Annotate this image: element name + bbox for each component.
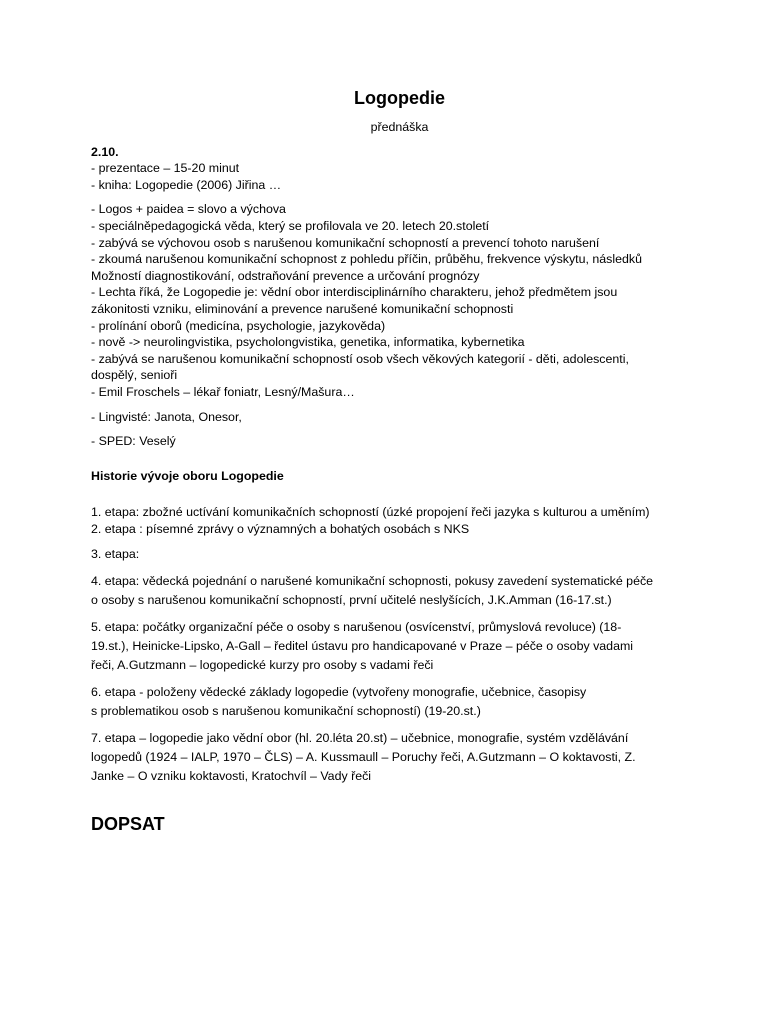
history-line: 4. etapa: vědecká pojednání o narušené komunikační schopnosti, pokusy zavedení systematické péče bbox=[91, 574, 654, 589]
history-stage-5 bbox=[91, 618, 708, 675]
history-line: 3. etapa: bbox=[91, 547, 140, 562]
history-stage-4 bbox=[91, 572, 708, 610]
bullet-line: - Emil Froschels – lékař foniatr, Lesný/Mašura… bbox=[91, 384, 355, 399]
bullet-line: - zkoumá narušenou komunikační schopnost z pohledu příčin, průběhu, frekvence výskytu, následků bbox=[91, 252, 643, 267]
intro-line: - kniha: Logopedie (2006) Jiřina … bbox=[91, 177, 282, 192]
intro-line: - prezentace – 15-20 minut bbox=[91, 161, 240, 176]
linguists-line: - Lingvisté: Janota, Onesor, bbox=[91, 409, 242, 424]
bullet-line: - Logos + paidea = slovo a výchova bbox=[91, 202, 286, 217]
sped-line: - SPED: Veselý bbox=[91, 434, 176, 449]
bullet-line: - zabývá se narušenou komunikační schopností osob všech věkových kategorií - děti, adolescenti, bbox=[91, 351, 629, 366]
history-stage-7 bbox=[91, 729, 708, 786]
history-line: s problematikou osob s narušenou komunikační schopností) (19-20.st.) bbox=[91, 704, 481, 719]
history-stage-3 bbox=[91, 545, 708, 564]
bullet-line: - nově -> neurolingvistika, psycholongvistika, genetika, informatika, kybernetika bbox=[91, 335, 525, 350]
history-line: 1. etapa: zbožné uctívání komunikačních schopností (úzké propojení řeči jazyka s kulturou a uměním) bbox=[91, 505, 650, 520]
definition-list bbox=[91, 201, 708, 400]
history-line: Janke – O vzniku koktavosti, Kratochvíl – Vady řeči bbox=[91, 769, 372, 784]
bullet-line: - zabývá se výchovou osob s narušenou komunikační schopností a prevencí tohoto narušení bbox=[91, 235, 600, 250]
history-line: 6. etapa - položeny vědecké základy logopedie (vytvořeny monografie, učebnice, časopisy bbox=[91, 685, 587, 700]
todo-heading: DOPSAT bbox=[91, 814, 165, 835]
bullet-line: - speciálněpedagogická věda, který se profilovala ve 20. letech 20.století bbox=[91, 218, 490, 233]
history-line: řeči, A.Gutzmann – logopedické kurzy pro osoby s vadami řeči bbox=[91, 658, 434, 673]
history-heading: Historie vývoje oboru Logopedie bbox=[91, 468, 284, 483]
intro-block bbox=[91, 144, 708, 194]
bullet-line: - prolínání oborů (medicína, psychologie, jazykověda) bbox=[91, 318, 386, 333]
history-line: logopedů (1924 – IALP, 1970 – ČLS) – A. Kussmaull – Poruchy řeči, A.Gutzmann – O koktavosti, Z. bbox=[91, 750, 636, 765]
history-line: 5. etapa: počátky organizační péče o osoby s narušenou (osvícenství, průmyslová revoluce) (18- bbox=[91, 620, 622, 635]
bullet-line: Možností diagnostikování, odstraňování prevence a určování prognózy bbox=[91, 268, 480, 283]
history-stage-6 bbox=[91, 683, 708, 721]
history-line: 7. etapa – logopedie jako vědní obor (hl. 20.léta 20.st) – učebnice, monografie, systém vzdělávání bbox=[91, 731, 629, 746]
bullet-line: dospělý, senioři bbox=[91, 368, 178, 383]
lecture-date: 2.10. bbox=[91, 144, 119, 159]
history-line: 19.st.), Heinicke-Lipsko, A-Gall – ředitel ústavu pro handicapované v Praze – péče o osoby vadami bbox=[91, 639, 634, 654]
history-line: 2. etapa : písemné zprávy o významných a bohatých osobách s NKS bbox=[91, 521, 470, 536]
bullet-line: zákonitosti vzniku, eliminování a prevence narušené komunikační schopnosti bbox=[91, 301, 514, 316]
bullet-line: - Lechta říká, že Logopedie je: vědní obor interdisciplinárního charakteru, jehož předmětem jsou bbox=[91, 285, 618, 300]
document-title: Logopedie bbox=[354, 88, 445, 108]
history-line: o osoby s narušenou komunikační schopností, první učitelé neslyšících, J.K.Amman (16-17.st.) bbox=[91, 593, 612, 608]
document-subtitle: přednáška bbox=[370, 120, 429, 134]
history-stage-1-2 bbox=[91, 504, 708, 537]
